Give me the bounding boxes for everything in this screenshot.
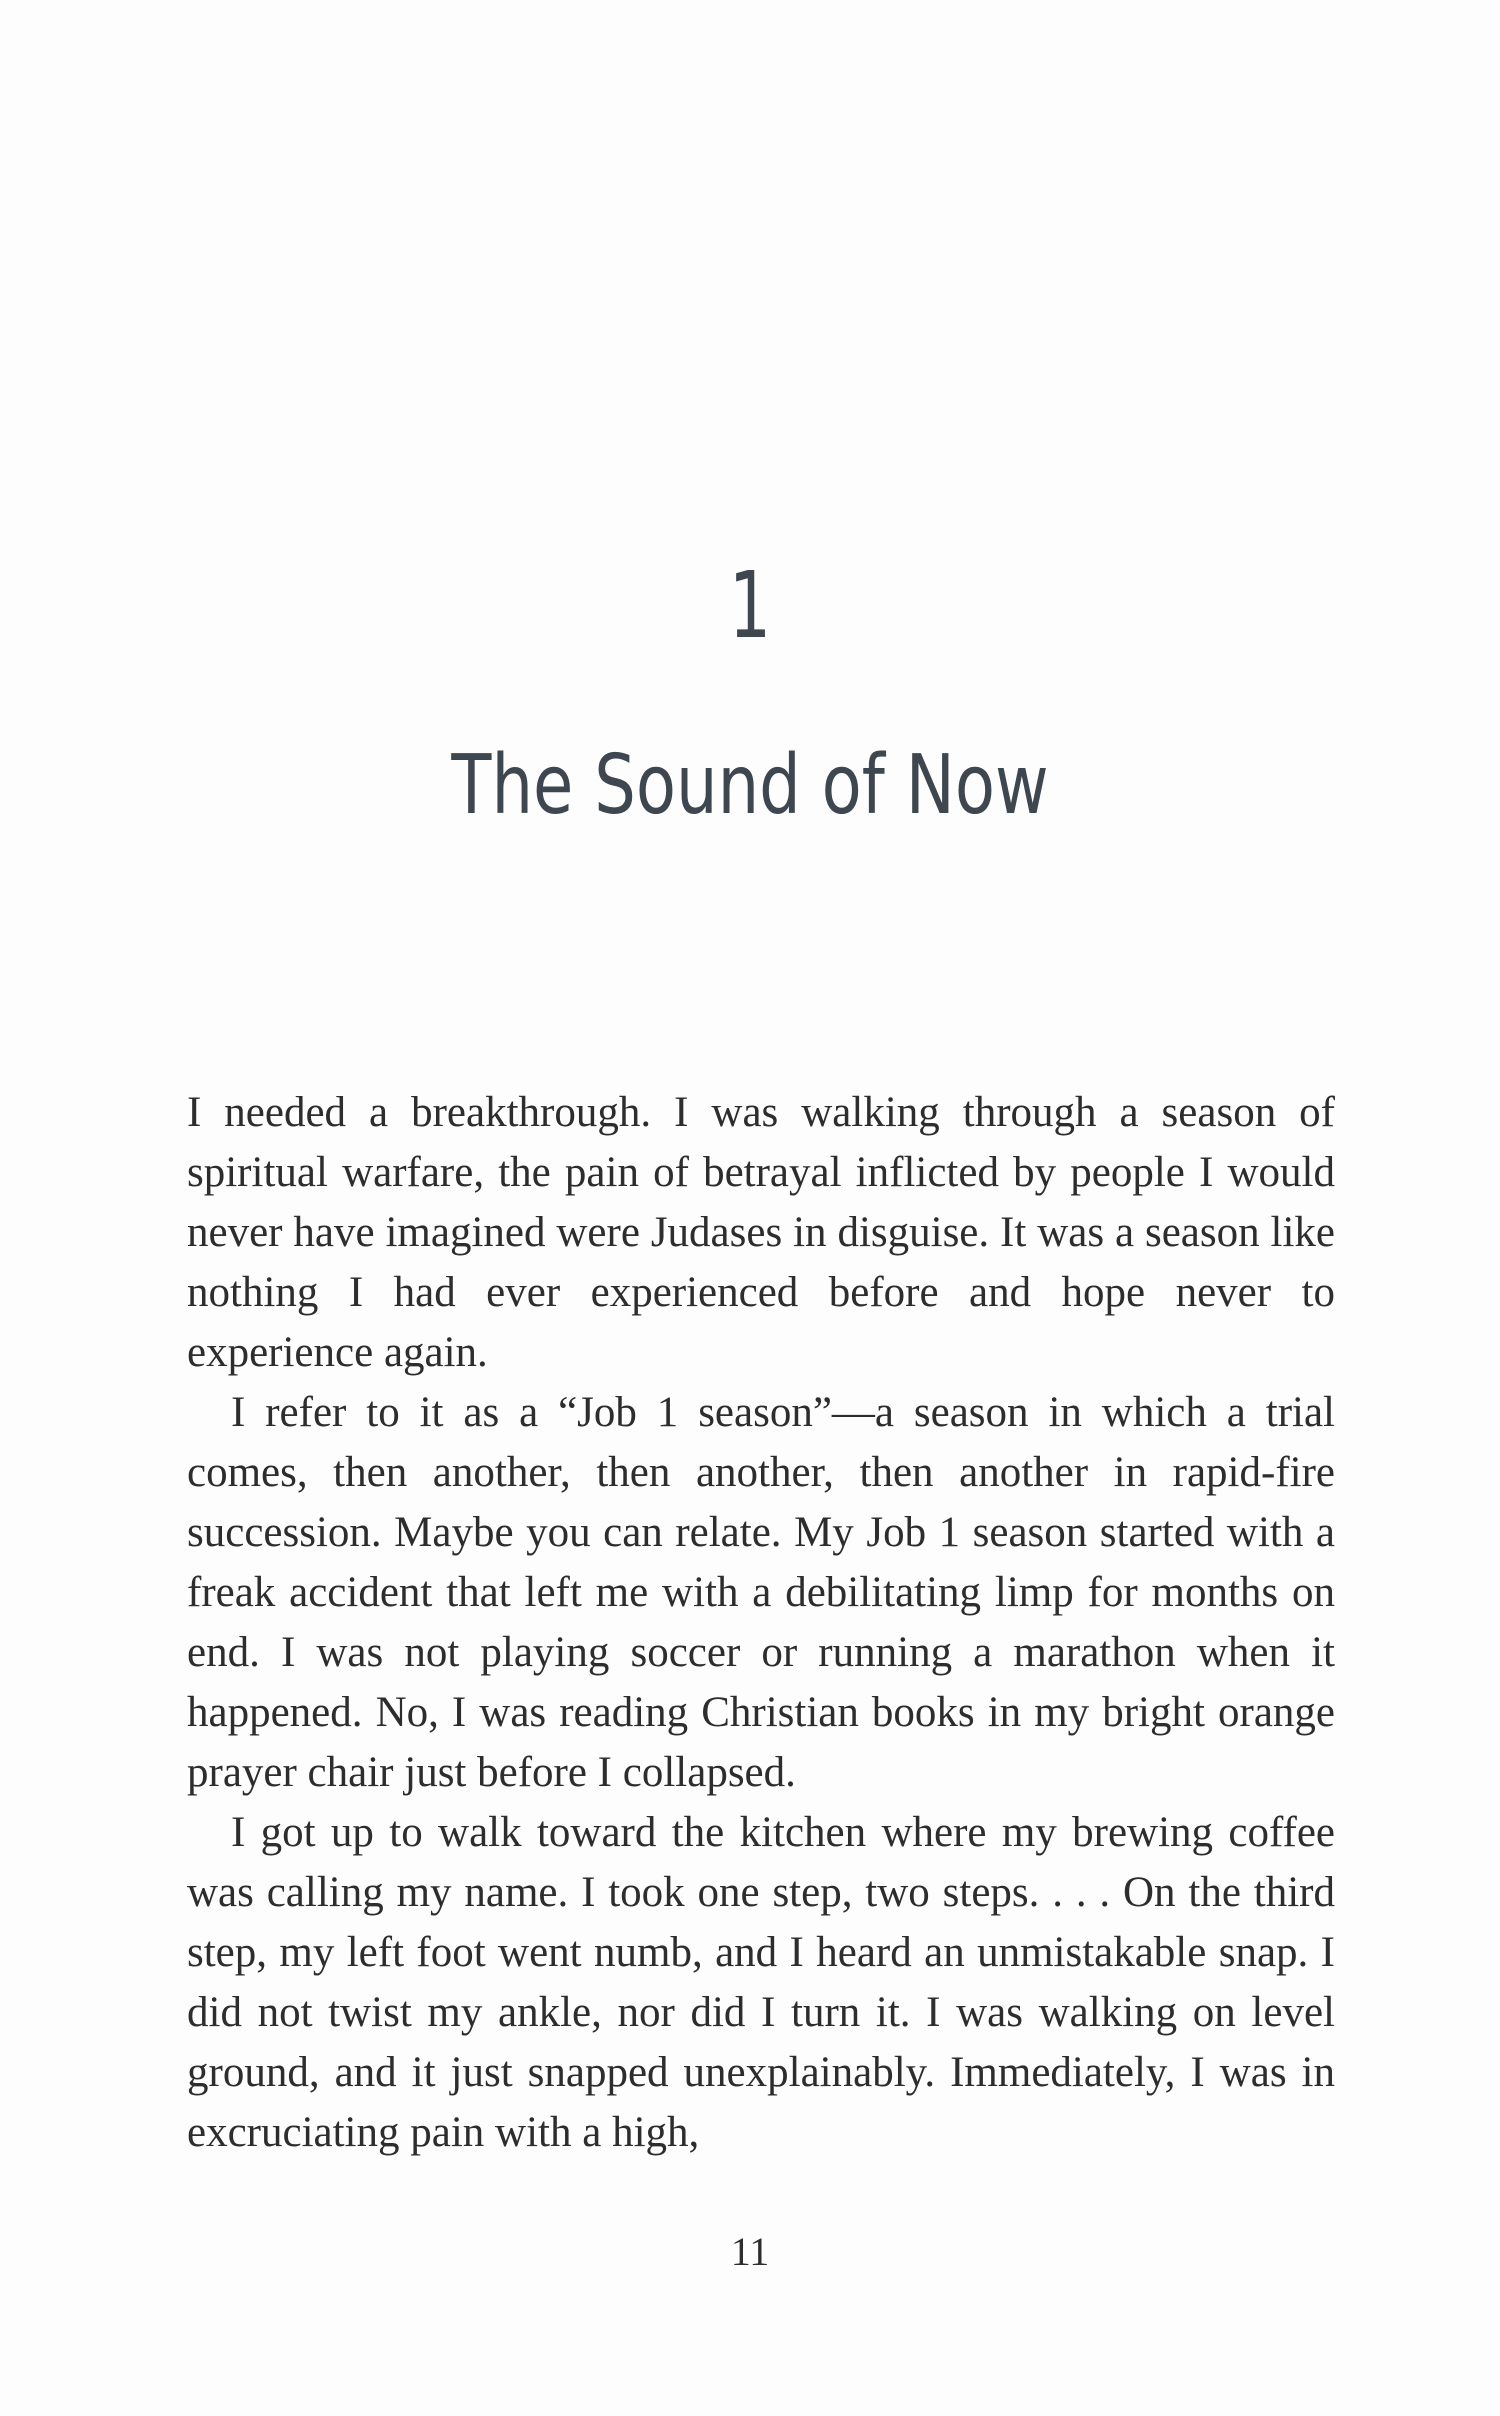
paragraph: I got up to walk toward the kitchen where my brewing coffee was calling my name. I took one step, two steps. . . . On the third step, my left foot went numb, and I heard an unmistakable snap. I did not twist my ankle, nor did I turn it. I was walking on level ground, and it just snapped unexplainably. Immediately, I was in excruciating pain with a high, — [187, 1809, 1335, 2156]
chapter-number: 1 — [728, 552, 772, 659]
chapter-title: The Sound of Now — [451, 738, 1049, 833]
paragraph: I refer to it as a “Job 1 season”—a season in which a trial comes, then another, then another, then another in rapid-fire succession. Maybe you can relate. My Job 1 season started with a freak accident that left me with a debilitating limp for months on end. I was not playing soccer or running a marathon when it happened. No, I was reading Christian books in my bright orange prayer chair just before I collapsed. — [187, 1389, 1335, 1796]
chapter-body — [187, 1083, 1335, 2163]
page-number: 11 — [730, 2229, 770, 2274]
paragraph: I needed a breakthrough. I was walking through a season of spiritual warfare, the pain of betrayal inflicted by people I would never have imagined were Judases in disguise. It was a season like nothing I had ever experienced before and hope never to experience again. — [187, 1089, 1335, 1376]
